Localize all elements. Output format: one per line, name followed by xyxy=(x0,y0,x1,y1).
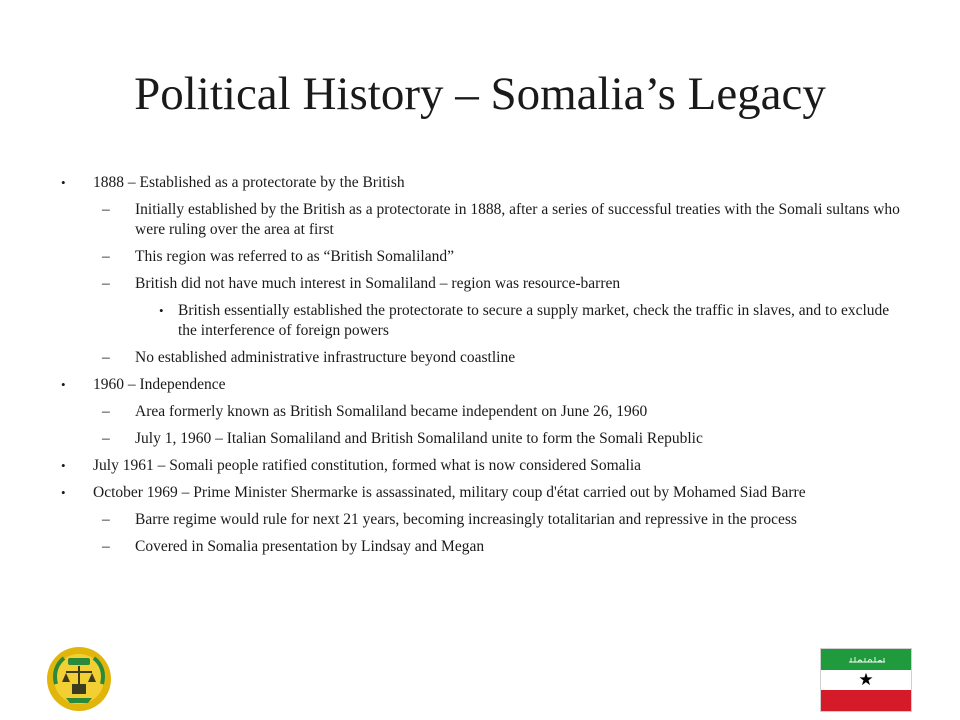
bullet-text: October 1969 – Prime Minister Shermarke is assassinated, military coup d'état carried out by Mohamed Siad Barre xyxy=(93,484,806,501)
shahada-calligraphy-icon xyxy=(848,656,886,664)
bullet-marker: • xyxy=(61,377,66,392)
bullet-marker: • xyxy=(159,303,164,318)
bullet-marker: • xyxy=(61,485,66,500)
somaliland-coat-of-arms-icon xyxy=(46,646,112,712)
bullet-text: British essentially established the protectorate to secure a supply market, check the traffic in slaves, and to exclude the interference of foreign powers xyxy=(178,302,890,339)
bullet-level-2 xyxy=(55,247,900,267)
bullet-marker: • xyxy=(61,175,66,190)
bullet-marker: – xyxy=(102,538,110,555)
bullet-level-1 xyxy=(55,173,900,193)
bullet-list xyxy=(55,173,900,564)
bullet-text: Area formerly known as British Somaliland became independent on June 26, 1960 xyxy=(135,403,648,420)
bullet-text: 1888 – Established as a protectorate by the British xyxy=(93,174,405,191)
bullet-level-3 xyxy=(55,301,900,341)
bullet-text: No established administrative infrastructure beyond coastline xyxy=(135,349,516,366)
bullet-level-2 xyxy=(55,274,900,294)
bullet-level-1 xyxy=(55,375,900,395)
bullet-marker: – xyxy=(102,511,110,528)
bullet-marker: – xyxy=(102,403,110,420)
bullet-text: July 1, 1960 – Italian Somaliland and British Somaliland unite to form the Somali Republic xyxy=(135,430,703,447)
bullet-text: British did not have much interest in Somaliland – region was resource-barren xyxy=(135,275,621,292)
bullet-level-2 xyxy=(55,510,900,530)
bullet-text: Initially established by the British as a protectorate in 1888, after a series of successful treaties with the Somali sultans who were ruling over the area at first xyxy=(135,201,900,238)
bullet-text: Barre regime would rule for next 21 years, becoming increasingly totalitarian and repressive in the process xyxy=(135,511,797,528)
flag-red-stripe xyxy=(821,690,911,711)
star-icon: ★ xyxy=(858,669,874,690)
bullet-text: This region was referred to as “British Somaliland” xyxy=(135,248,454,265)
bullet-level-2 xyxy=(55,402,900,422)
bullet-text: Covered in Somalia presentation by Lindsay and Megan xyxy=(135,538,485,555)
bullet-marker: – xyxy=(102,275,110,292)
bullet-level-2 xyxy=(55,537,900,557)
bullet-marker: – xyxy=(102,349,110,366)
bullet-level-2 xyxy=(55,348,900,368)
bullet-level-2 xyxy=(55,429,900,449)
bullet-text: 1960 – Independence xyxy=(93,376,226,393)
bullet-level-1 xyxy=(55,483,900,503)
flag-white-stripe xyxy=(821,670,911,691)
bullet-level-1 xyxy=(55,456,900,476)
bullet-marker: • xyxy=(61,458,66,473)
slide-title: Political History – Somalia’s Legacy xyxy=(134,68,826,120)
flag-green-stripe xyxy=(821,649,911,670)
somaliland-flag-icon xyxy=(820,648,912,712)
bullet-marker: – xyxy=(102,430,110,447)
bullet-text: July 1961 – Somali people ratified constitution, formed what is now considered Somalia xyxy=(93,457,642,474)
bullet-level-2 xyxy=(55,200,900,240)
bullet-marker: – xyxy=(102,201,110,218)
bullet-marker: – xyxy=(102,248,110,265)
